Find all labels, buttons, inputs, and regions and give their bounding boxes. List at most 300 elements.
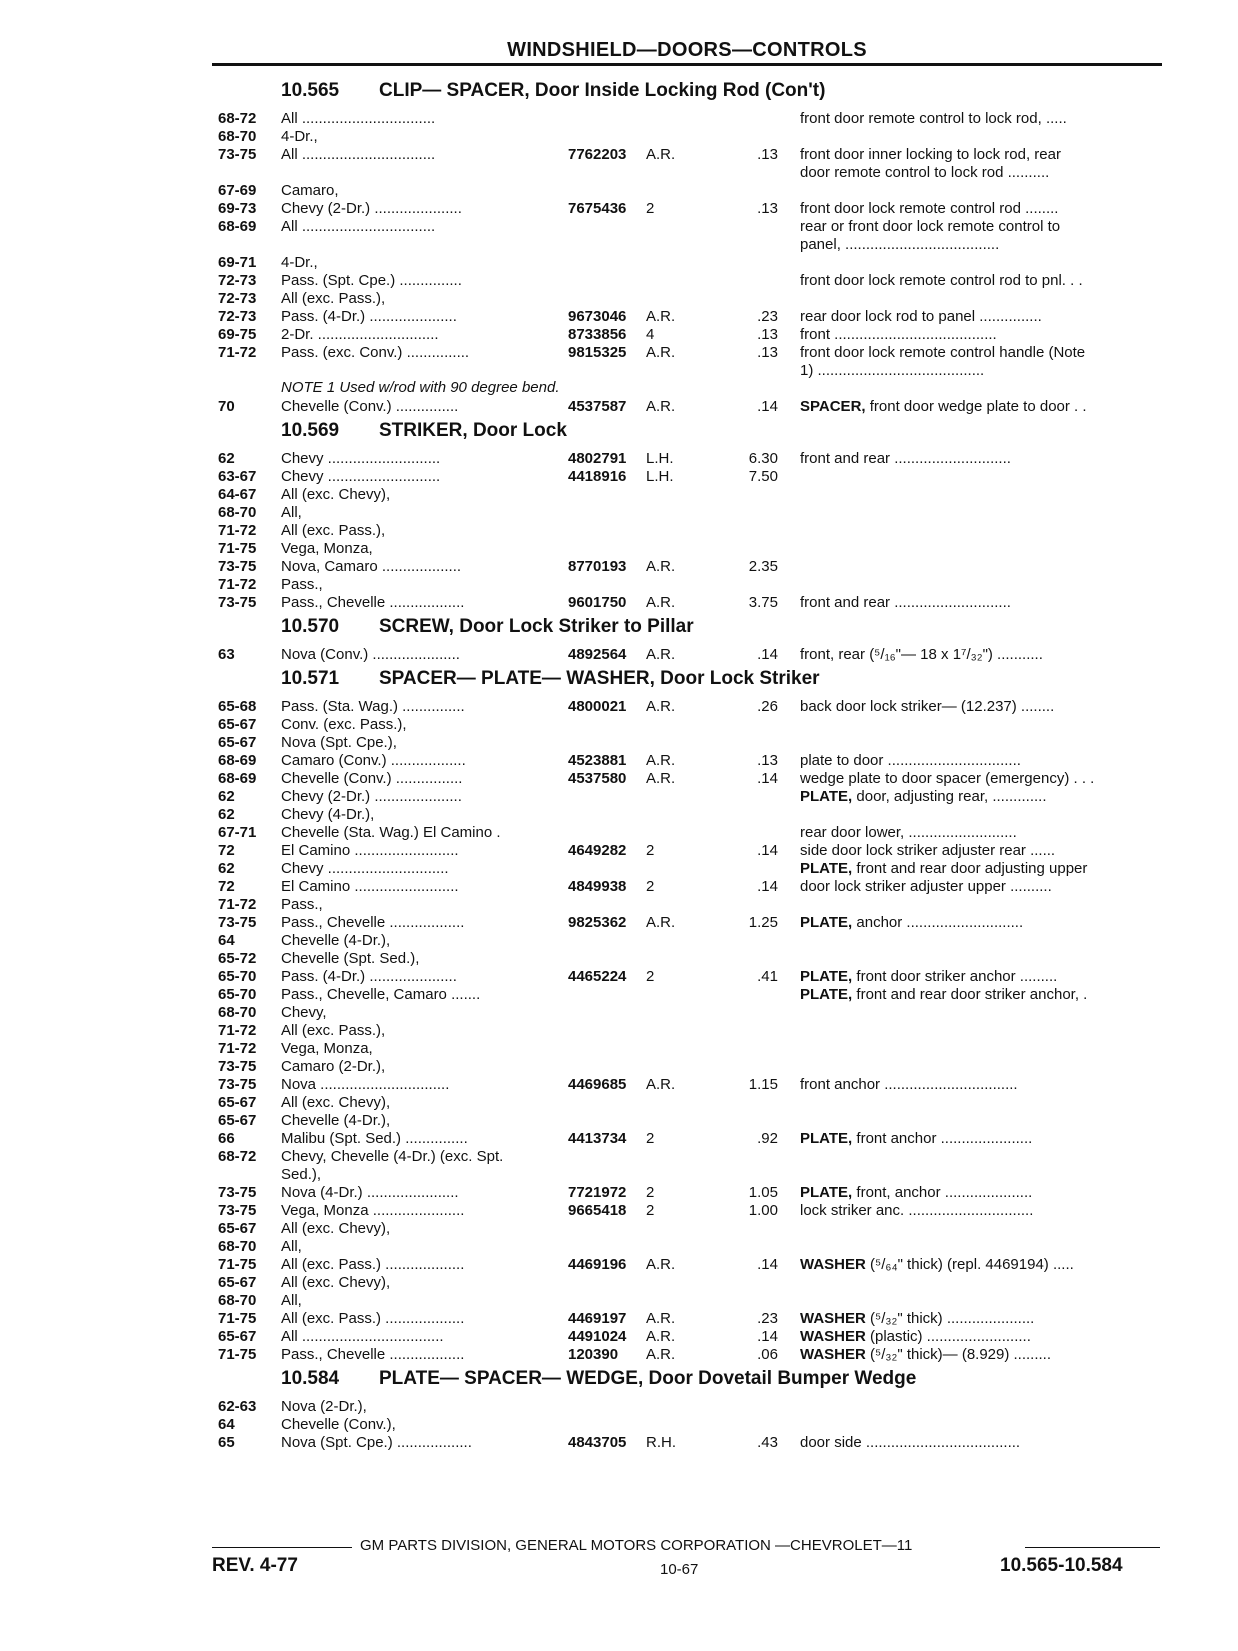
- quantity: A.R.: [646, 146, 676, 163]
- price: .41: [757, 968, 778, 985]
- model-years: 69-71: [218, 254, 257, 271]
- description: wedge plate to door spacer (emergency) . . .: [800, 770, 1095, 787]
- description: WASHER (⁵/₆₄" thick) (repl. 4469194) .....: [800, 1256, 1074, 1273]
- quantity: 2: [646, 200, 655, 217]
- model-years: 71-75: [218, 1256, 257, 1273]
- model-years: 65-67: [218, 1094, 257, 1111]
- model-years: 65-67: [218, 734, 257, 751]
- model-years: 62: [218, 450, 235, 467]
- description: front, rear (⁵/₁₆"— 18 x 1⁷/₃₂") ...........: [800, 646, 1043, 663]
- table-row: [0, 1201, 1238, 1220]
- table-row: [0, 253, 1238, 272]
- quantity: 2: [646, 968, 655, 985]
- price: .14: [757, 1328, 778, 1345]
- application: Vega, Monza,: [281, 1040, 373, 1057]
- price: .14: [757, 646, 778, 663]
- table-row: [0, 199, 1238, 218]
- part-number: 9673046: [568, 308, 627, 325]
- table-row: [0, 1345, 1238, 1364]
- application: 4-Dr.,: [281, 254, 318, 271]
- table-row: [0, 1093, 1238, 1112]
- price: .13: [757, 752, 778, 769]
- application: Chevy (4-Dr.),: [281, 806, 375, 823]
- price: .43: [757, 1434, 778, 1451]
- table-row: [0, 895, 1238, 914]
- description: rear door lower, ..........................: [800, 824, 1017, 841]
- model-years: 71-75: [218, 1346, 257, 1363]
- application: El Camino .........................: [281, 842, 459, 859]
- description: PLATE, anchor ............................: [800, 914, 1024, 931]
- part-number: 4892564: [568, 646, 627, 663]
- table-row: [0, 145, 1238, 164]
- table-row: [0, 1273, 1238, 1292]
- description: front and rear ............................: [800, 594, 1011, 611]
- table-row: [0, 1147, 1238, 1166]
- table-row: [0, 949, 1238, 968]
- description: PLATE, front and rear door striker anchor, .: [800, 986, 1088, 1003]
- model-years: 71-75: [218, 1310, 257, 1327]
- quantity: 2: [646, 842, 655, 859]
- application: Pass. (4-Dr.) .....................: [281, 308, 457, 325]
- application: Nova (Conv.) .....................: [281, 646, 460, 663]
- description-keyword: WASHER: [800, 1310, 866, 1327]
- section-title: SPACER— PLATE— WASHER, Door Lock Striker: [379, 668, 820, 689]
- section-heading: [281, 667, 820, 691]
- table-row: [0, 1165, 1238, 1184]
- description: side door lock striker adjuster rear ......: [800, 842, 1056, 859]
- section-title: SCREW, Door Lock Striker to Pillar: [379, 616, 694, 637]
- application: 2-Dr. .............................: [281, 326, 439, 343]
- table-row: [0, 1309, 1238, 1328]
- application: All (exc. Pass.) ...................: [281, 1310, 465, 1327]
- part-number: 4537587: [568, 398, 627, 415]
- model-years: 71-72: [218, 896, 257, 913]
- price: .13: [757, 200, 778, 217]
- part-number: 4469197: [568, 1310, 627, 1327]
- model-years: 71-75: [218, 540, 257, 557]
- table-row: [0, 1327, 1238, 1346]
- quantity: 2: [646, 1130, 655, 1147]
- table-row: [0, 557, 1238, 576]
- price: .23: [757, 308, 778, 325]
- table-row: [0, 181, 1238, 200]
- description: PLATE, door, adjusting rear, .............: [800, 788, 1047, 805]
- table-row: [0, 645, 1238, 664]
- table-row: [0, 931, 1238, 950]
- section-title: CLIP— SPACER, Door Inside Locking Rod (Con't): [379, 80, 826, 101]
- section-title: PLATE— SPACER— WEDGE, Door Dovetail Bumper Wedge: [379, 1368, 917, 1389]
- model-years: 65-67: [218, 1112, 257, 1129]
- application: Nova (2-Dr.),: [281, 1398, 367, 1415]
- table-row: [0, 877, 1238, 896]
- application: Chevelle (4-Dr.),: [281, 1112, 391, 1129]
- part-number: 4465224: [568, 968, 627, 985]
- model-years: 62: [218, 788, 235, 805]
- model-years: 68-72: [218, 1148, 257, 1165]
- part-number: 4649282: [568, 842, 627, 859]
- model-years: 65-70: [218, 968, 257, 985]
- table-row: [0, 1057, 1238, 1076]
- model-years: 68-70: [218, 1238, 257, 1255]
- description: front .......................................: [800, 326, 997, 343]
- table-row: [0, 841, 1238, 860]
- application: Chevy (2-Dr.) .....................: [281, 788, 462, 805]
- price: 1.15: [748, 1076, 778, 1093]
- table-row: [0, 1255, 1238, 1274]
- application: Pass., Chevelle, Camaro .......: [281, 986, 481, 1003]
- price: 2.35: [748, 558, 778, 575]
- description: 1) ........................................: [800, 362, 985, 379]
- part-number: 8770193: [568, 558, 627, 575]
- quantity: R.H.: [646, 1434, 676, 1451]
- table-row: [0, 109, 1238, 128]
- part-number: 4537580: [568, 770, 627, 787]
- application: All,: [281, 1292, 302, 1309]
- description: panel, .....................................: [800, 236, 1000, 253]
- application: Pass., Chevelle ..................: [281, 1346, 465, 1363]
- table-row: [0, 1075, 1238, 1094]
- table-row: [0, 539, 1238, 558]
- application: Nova (Spt. Cpe.) ..................: [281, 1434, 472, 1451]
- table-row: [0, 289, 1238, 308]
- description: front door lock remote control rod to pnl. . .: [800, 272, 1083, 289]
- application: Chevy (2-Dr.) .....................: [281, 200, 462, 217]
- application: Chevy .............................: [281, 860, 449, 877]
- model-years: 63-67: [218, 468, 257, 485]
- price: .14: [757, 878, 778, 895]
- application: Chevy ...........................: [281, 450, 441, 467]
- price: 1.05: [748, 1184, 778, 1201]
- application: Chevy,: [281, 1004, 327, 1021]
- application: Vega, Monza ......................: [281, 1202, 465, 1219]
- model-years: 73-75: [218, 558, 257, 575]
- quantity: L.H.: [646, 468, 674, 485]
- application: Pass.,: [281, 576, 323, 593]
- model-years: 62: [218, 806, 235, 823]
- application: Pass. (exc. Conv.) ...............: [281, 344, 470, 361]
- quantity: A.R.: [646, 594, 676, 611]
- part-number: 4418916: [568, 468, 627, 485]
- model-years: 65-68: [218, 698, 257, 715]
- application: Pass.,: [281, 896, 323, 913]
- price: .14: [757, 398, 778, 415]
- model-years: 66: [218, 1130, 235, 1147]
- model-years: 64: [218, 1416, 235, 1433]
- description: front anchor ................................: [800, 1076, 1018, 1093]
- application: Pass., Chevelle ..................: [281, 914, 465, 931]
- application: El Camino .........................: [281, 878, 459, 895]
- application: All (exc. Chevy),: [281, 1274, 391, 1291]
- model-years: 68-70: [218, 1292, 257, 1309]
- quantity: A.R.: [646, 1310, 676, 1327]
- description: PLATE, front, anchor .....................: [800, 1184, 1033, 1201]
- quantity: A.R.: [646, 752, 676, 769]
- table-row: [0, 397, 1238, 416]
- description: front door lock remote control rod ........: [800, 200, 1059, 217]
- table-row: [0, 271, 1238, 290]
- table-row: [0, 1433, 1238, 1452]
- price: 7.50: [748, 468, 778, 485]
- table-row: [0, 1397, 1238, 1416]
- description: SPACER, front door wedge plate to door . .: [800, 398, 1087, 415]
- model-years: 68-69: [218, 770, 257, 787]
- part-number: 7721972: [568, 1184, 627, 1201]
- table-row: [0, 1003, 1238, 1022]
- price: .14: [757, 1256, 778, 1273]
- model-years: 65-67: [218, 1328, 257, 1345]
- table-row: [0, 1237, 1238, 1256]
- price: .14: [757, 770, 778, 787]
- model-years: 71-72: [218, 344, 257, 361]
- table-row: [0, 1111, 1238, 1130]
- description: front door remote control to lock rod, .....: [800, 110, 1067, 127]
- part-number: 9825362: [568, 914, 627, 931]
- table-row: [0, 1219, 1238, 1238]
- table-row: [0, 163, 1238, 182]
- application: All (exc. Chevy),: [281, 1220, 391, 1237]
- model-years: 68-72: [218, 110, 257, 127]
- application: Pass. (4-Dr.) .....................: [281, 968, 457, 985]
- part-number: 4469685: [568, 1076, 627, 1093]
- application: Camaro (2-Dr.),: [281, 1058, 386, 1075]
- price: 6.30: [748, 450, 778, 467]
- application: Pass. (Spt. Cpe.) ...............: [281, 272, 462, 289]
- part-number: 120390: [568, 1346, 619, 1363]
- section-heading: [281, 419, 567, 443]
- page-title: WINDSHIELD—DOORS—CONTROLS: [507, 39, 867, 61]
- model-years: 72-73: [218, 290, 257, 307]
- description-keyword: WASHER: [800, 1256, 866, 1273]
- table-row: [0, 361, 1238, 380]
- description-keyword: PLATE,: [800, 860, 853, 877]
- price: .06: [757, 1346, 778, 1363]
- application: All,: [281, 1238, 302, 1255]
- price: .14: [757, 842, 778, 859]
- table-row: [0, 769, 1238, 788]
- part-number: 7675436: [568, 200, 627, 217]
- description: front door lock remote control handle (Note: [800, 344, 1086, 361]
- model-years: 71-72: [218, 1040, 257, 1057]
- part-number: 4800021: [568, 698, 627, 715]
- table-row: [0, 1021, 1238, 1040]
- model-years: 62: [218, 860, 235, 877]
- table-row: [0, 1291, 1238, 1310]
- quantity: A.R.: [646, 914, 676, 931]
- table-row: [0, 521, 1238, 540]
- quantity: L.H.: [646, 450, 674, 467]
- application: 4-Dr.,: [281, 128, 318, 145]
- model-years: 67-69: [218, 182, 257, 199]
- model-years: 72-73: [218, 272, 257, 289]
- table-row: [0, 1039, 1238, 1058]
- model-years: 68-70: [218, 1004, 257, 1021]
- quantity: A.R.: [646, 770, 676, 787]
- group-range: 10.565-10.584: [1000, 1555, 1123, 1576]
- section-number: 10.584: [281, 1368, 340, 1389]
- quantity: A.R.: [646, 1076, 676, 1093]
- table-row: [0, 1183, 1238, 1202]
- application: All (exc. Pass.),: [281, 522, 386, 539]
- model-years: 72: [218, 878, 235, 895]
- description: WASHER (⁵/₃₂" thick) .....................: [800, 1310, 1035, 1327]
- section-number: 10.570: [281, 616, 340, 637]
- description-keyword: WASHER: [800, 1346, 866, 1363]
- description-keyword: WASHER: [800, 1328, 866, 1345]
- description: front door inner locking to lock rod, rear: [800, 146, 1061, 163]
- table-row: [0, 217, 1238, 236]
- description: back door lock striker— (12.237) ........: [800, 698, 1055, 715]
- description-keyword: PLATE,: [800, 1184, 853, 1201]
- application: Chevelle (Conv.) ...............: [281, 398, 459, 415]
- description-keyword: PLATE,: [800, 1130, 853, 1147]
- model-years: 65-67: [218, 716, 257, 733]
- model-years: 72: [218, 842, 235, 859]
- model-years: 68-70: [218, 128, 257, 145]
- table-row: [0, 751, 1238, 770]
- model-years: 64: [218, 932, 235, 949]
- description: rear or front door lock remote control to: [800, 218, 1061, 235]
- part-number: 4523881: [568, 752, 627, 769]
- table-row: [0, 967, 1238, 986]
- model-years: 73-75: [218, 914, 257, 931]
- model-years: 62-63: [218, 1398, 257, 1415]
- price: 1.25: [748, 914, 778, 931]
- footer-rule-right: [1025, 1547, 1160, 1548]
- model-years: 71-72: [218, 522, 257, 539]
- section-heading: [281, 1367, 916, 1391]
- footnote: NOTE 1 Used w/rod with 90 degree bend.: [281, 379, 560, 396]
- price: .23: [757, 1310, 778, 1327]
- model-years: 68-69: [218, 218, 257, 235]
- table-row: [0, 787, 1238, 806]
- part-number: 4849938: [568, 878, 627, 895]
- table-row: [0, 733, 1238, 752]
- footer-publisher: GM PARTS DIVISION, GENERAL MOTORS CORPORATION —CHEVROLET—11: [360, 1537, 913, 1554]
- model-years: 65-67: [218, 1274, 257, 1291]
- application: Nova (4-Dr.) ......................: [281, 1184, 459, 1201]
- description-keyword: PLATE,: [800, 968, 853, 985]
- price: .13: [757, 326, 778, 343]
- application: Conv. (exc. Pass.),: [281, 716, 407, 733]
- model-years: 73-75: [218, 1202, 257, 1219]
- description-keyword: PLATE,: [800, 788, 853, 805]
- quantity: A.R.: [646, 398, 676, 415]
- price: .92: [757, 1130, 778, 1147]
- table-row: [0, 127, 1238, 146]
- table-row: [0, 485, 1238, 504]
- description: front and rear ............................: [800, 450, 1011, 467]
- model-years: 70: [218, 398, 235, 415]
- part-number: 9815325: [568, 344, 627, 361]
- section-title: STRIKER, Door Lock: [379, 420, 567, 441]
- application: Nova, Camaro ...................: [281, 558, 462, 575]
- model-years: 65: [218, 1434, 235, 1451]
- price: 1.00: [748, 1202, 778, 1219]
- application: Chevelle (Conv.) ................: [281, 770, 463, 787]
- model-years: 72-73: [218, 308, 257, 325]
- application: Vega, Monza,: [281, 540, 373, 557]
- application: Camaro,: [281, 182, 339, 199]
- quantity: A.R.: [646, 646, 676, 663]
- footer-rule-left: [212, 1547, 352, 1548]
- application: Chevelle (4-Dr.),: [281, 932, 391, 949]
- application: Chevy ...........................: [281, 468, 441, 485]
- application: All (exc. Chevy),: [281, 486, 391, 503]
- model-years: 71-72: [218, 1022, 257, 1039]
- application: All (exc. Chevy),: [281, 1094, 391, 1111]
- table-row: [0, 307, 1238, 326]
- description: PLATE, front and rear door adjusting upper: [800, 860, 1088, 877]
- page-number: 10-67: [660, 1561, 699, 1578]
- price: .26: [757, 698, 778, 715]
- section-number: 10.565: [281, 80, 340, 101]
- description: door lock striker adjuster upper ..........: [800, 878, 1052, 895]
- table-row: [0, 697, 1238, 716]
- table-row: [0, 593, 1238, 612]
- model-years: 65-67: [218, 1220, 257, 1237]
- quantity: A.R.: [646, 1328, 676, 1345]
- part-number: 9665418: [568, 1202, 627, 1219]
- part-number: 9601750: [568, 594, 627, 611]
- table-row: [0, 575, 1238, 594]
- model-years: 68-69: [218, 752, 257, 769]
- model-years: 65-72: [218, 950, 257, 967]
- description: lock striker anc. ..............................: [800, 1202, 1034, 1219]
- description: PLATE, front door striker anchor .........: [800, 968, 1058, 985]
- quantity: 2: [646, 878, 655, 895]
- description: rear door lock rod to panel ...............: [800, 308, 1042, 325]
- part-number: 7762203: [568, 146, 627, 163]
- part-number: 4413734: [568, 1130, 627, 1147]
- quantity: A.R.: [646, 308, 676, 325]
- part-number: 4843705: [568, 1434, 627, 1451]
- table-row: [0, 449, 1238, 468]
- model-years: 63: [218, 646, 235, 663]
- table-row: [0, 805, 1238, 824]
- application: All ................................: [281, 218, 436, 235]
- application: All,: [281, 504, 302, 521]
- price: .13: [757, 344, 778, 361]
- section-number: 10.569: [281, 420, 340, 441]
- application: All (exc. Pass.),: [281, 290, 386, 307]
- application: All (exc. Pass.),: [281, 1022, 386, 1039]
- quantity: A.R.: [646, 698, 676, 715]
- model-years: 64-67: [218, 486, 257, 503]
- table-row: [0, 715, 1238, 734]
- table-row: [0, 325, 1238, 344]
- price: .13: [757, 146, 778, 163]
- table-row: [0, 859, 1238, 878]
- application: Sed.),: [281, 1166, 322, 1183]
- application: Malibu (Spt. Sed.) ...............: [281, 1130, 468, 1147]
- revision-label: REV. 4-77: [212, 1555, 298, 1576]
- table-row: [0, 343, 1238, 362]
- model-years: 73-75: [218, 1184, 257, 1201]
- application: Pass. (Sta. Wag.) ...............: [281, 698, 465, 715]
- table-row: [0, 1129, 1238, 1148]
- application: All (exc. Pass.) ...................: [281, 1256, 465, 1273]
- quantity: A.R.: [646, 1256, 676, 1273]
- description-keyword: PLATE,: [800, 986, 853, 1003]
- table-row: [0, 985, 1238, 1004]
- table-row: [0, 913, 1238, 932]
- application: Nova (Spt. Cpe.),: [281, 734, 397, 751]
- description: WASHER (plastic) .........................: [800, 1328, 1031, 1345]
- description: PLATE, front anchor ......................: [800, 1130, 1033, 1147]
- application: Chevelle (Sta. Wag.) El Camino .: [281, 824, 501, 841]
- model-years: 68-70: [218, 504, 257, 521]
- model-years: 73-75: [218, 594, 257, 611]
